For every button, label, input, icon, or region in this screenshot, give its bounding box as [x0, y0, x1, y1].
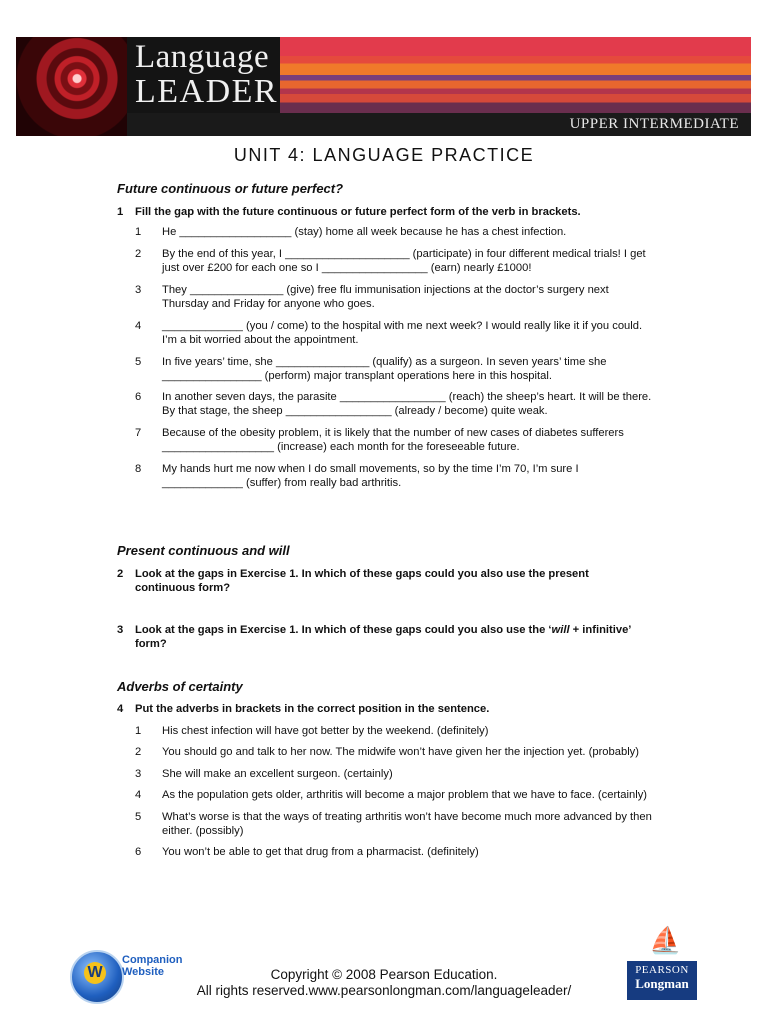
section-heading-present-continuous: Present continuous and will: [117, 543, 290, 558]
header-banner: [16, 37, 751, 136]
item-number: 8: [135, 463, 142, 475]
longman-wordmark: Longman: [635, 976, 689, 991]
rights-line: All rights reserved.www.pearsonlongman.com/languageleader/: [196, 983, 572, 998]
item-number: 6: [135, 846, 142, 858]
exercise-text: Look at the gaps in Exercise 1. In which of these gaps could you also use the present continuous form?: [135, 568, 589, 594]
exercise-number: 2: [117, 568, 124, 580]
item-text: _____________ (you / come) to the hospital with me next week? I would really like it if you could. I’m a bit worried about the appointment.: [162, 320, 643, 346]
pearson-wordmark: PEARSON: [635, 964, 689, 976]
exercise-text: Fill the gap with the future continuous or future perfect form of the verb in brackets.: [135, 206, 581, 218]
list-item: [135, 845, 655, 859]
item-number: 5: [135, 811, 142, 823]
item-text: As the population gets older, arthritis will become a major problem that we have to face. (certainly): [162, 789, 648, 801]
list-item: [135, 319, 655, 347]
pearson-box: [627, 961, 697, 1000]
companion-line-2: Website: [122, 966, 164, 978]
item-text: In five years’ time, she _______________ (qualify) as a surgeon. In seven years’ time she ________________ (perform) major transplant operations here in this hospital.: [162, 356, 607, 382]
spiral-staircase-image: [16, 37, 127, 136]
section-heading-future: Future continuous or future perfect?: [117, 181, 344, 196]
section-heading-adverbs: Adverbs of certainty: [117, 679, 243, 694]
item-text: My hands hurt me now when I do small movements, so by the time I’m 70, I’m sure I _____________ (suffer) from really bad arthritis.: [162, 463, 579, 489]
list-item: [135, 247, 655, 275]
companion-badge: W: [84, 962, 106, 984]
item-number: 4: [135, 789, 142, 801]
exercise-text: Put the adverbs in brackets in the correct position in the sentence.: [135, 703, 490, 715]
item-number: 1: [135, 226, 142, 238]
page-title: UNIT 4: LANGUAGE PRACTICE: [233, 145, 535, 165]
item-text: They _______________ (give) free flu immunisation injections at the doctor’s surgery next Thursday and Friday for anyone who goes.: [162, 284, 609, 310]
item-number: 6: [135, 391, 142, 403]
exercise-text: [135, 623, 655, 651]
list-item: [135, 724, 655, 738]
item-number: 5: [135, 356, 142, 368]
companion-line-1: Companion: [122, 954, 183, 966]
color-stripes: [280, 37, 751, 113]
list-item: [135, 426, 655, 454]
exercise-number: 1: [117, 206, 124, 218]
list-item: [135, 390, 655, 418]
pearson-longman-logo: [627, 925, 697, 1000]
item-text: She will make an excellent surgeon. (certainly): [162, 768, 393, 780]
item-text: His chest infection will have got better by the weekend. (definitely): [162, 725, 489, 737]
item-text: In another seven days, the parasite _________________ (reach) the sheep’s heart. It will be there. By that stage, the sheep _________________ (already / become) quite weak.: [162, 391, 652, 417]
list-item: [135, 745, 655, 759]
item-text: By the end of this year, I ____________________ (participate) in four different medical trials! I get just over £200 for each one so I _________________ (earn) nearly £1000!: [162, 248, 646, 274]
item-text: You should go and talk to her now. The midwife won’t have given her the injection yet. (probably): [162, 746, 640, 758]
level-label: UPPER INTERMEDIATE: [569, 116, 739, 132]
list-item: [135, 767, 655, 781]
ship-icon: ⛵: [649, 925, 682, 955]
exercise-number: 3: [117, 624, 124, 636]
logo-line-1: Language: [135, 39, 270, 75]
list-item: [135, 462, 655, 490]
item-number: 3: [135, 284, 142, 296]
item-number: 7: [135, 427, 142, 439]
item-number: 2: [135, 746, 142, 758]
item-text: You won’t be able to get that drug from a pharmacist. (definitely): [162, 846, 479, 858]
exercise-1-list: [135, 225, 655, 490]
list-item: [135, 810, 655, 838]
item-number: 2: [135, 248, 142, 260]
language-leader-logo: [127, 37, 280, 113]
item-number: 1: [135, 725, 142, 737]
item-number: 4: [135, 320, 142, 332]
list-item: [135, 225, 655, 239]
item-text: Because of the obesity problem, it is likely that the number of new cases of diabetes sufferers __________________ (increase) each month for the foreseeable future.: [162, 427, 624, 453]
exercise-text-part: + infinitive’ form?: [135, 624, 631, 650]
item-text: What’s worse is that the ways of treating arthritis won’t have become much more advanced by then either. (possibly): [162, 811, 652, 837]
list-item: [135, 355, 655, 383]
list-item: [135, 283, 655, 311]
list-item: [135, 788, 655, 802]
exercise-text-part: Look at the gaps in Exercise 1. In which of these gaps could you also use the ‘: [135, 624, 552, 636]
exercise-text-italic: will: [551, 624, 570, 636]
item-text: He __________________ (stay) home all week because he has a chest infection.: [162, 226, 567, 238]
exercise-4-list: [135, 724, 655, 859]
exercise-number: 4: [117, 703, 124, 715]
logo-line-2: LEADER: [135, 73, 279, 110]
item-number: 3: [135, 768, 142, 780]
copyright-line: Copyright © 2008 Pearson Education.: [270, 967, 498, 982]
